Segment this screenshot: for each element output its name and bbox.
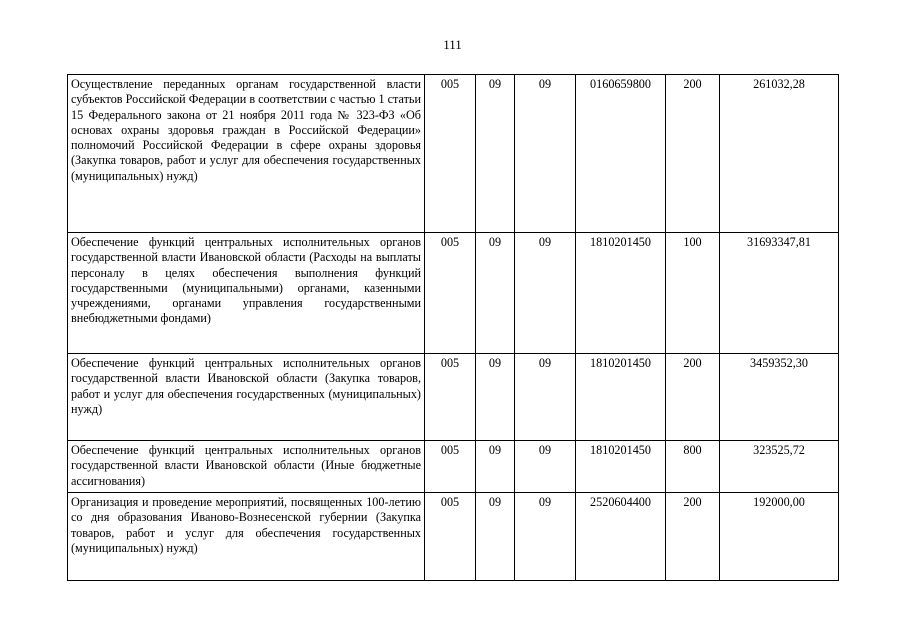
row-section-code: 09 (476, 493, 515, 581)
row-section-code: 09 (476, 354, 515, 441)
row-target-article-code: 0160659800 (576, 75, 666, 233)
row-expense-type-code: 200 (666, 493, 720, 581)
row-ved-code: 005 (425, 441, 476, 493)
row-amount: 192000,00 (720, 493, 839, 581)
table-row (68, 354, 839, 441)
row-target-article-code: 1810201450 (576, 354, 666, 441)
row-subsection-code: 09 (515, 354, 576, 441)
row-target-article-code: 2520604400 (576, 493, 666, 581)
row-subsection-code: 09 (515, 75, 576, 233)
table-row (68, 493, 839, 581)
row-description: Обеспечение функций центральных исполнительных органов государственной власти Ивановской области (Закупка товаров, работ и услуг для обеспечения государственных (муниципальных) нужд) (68, 354, 425, 441)
budget-table (67, 74, 839, 581)
row-amount: 323525,72 (720, 441, 839, 493)
row-subsection-code: 09 (515, 441, 576, 493)
row-ved-code: 005 (425, 354, 476, 441)
row-ved-code: 005 (425, 75, 476, 233)
row-section-code: 09 (476, 233, 515, 354)
row-expense-type-code: 200 (666, 75, 720, 233)
row-section-code: 09 (476, 441, 515, 493)
row-description: Организация и проведение мероприятий, посвященных 100-летию со дня образования Иваново-Вознесенской губернии (Закупка товаров, работ и услуг для обеспечения государственных (муниципальных) нужд) (68, 493, 425, 581)
row-expense-type-code: 800 (666, 441, 720, 493)
row-expense-type-code: 100 (666, 233, 720, 354)
row-expense-type-code: 200 (666, 354, 720, 441)
table-row (68, 441, 839, 493)
row-ved-code: 005 (425, 233, 476, 354)
row-subsection-code: 09 (515, 493, 576, 581)
row-description: Обеспечение функций центральных исполнительных органов государственной власти Ивановской области (Расходы на выплаты персоналу в целях обеспечения выполнения функций государственными (муниципальными) органами, казенными учреждениями, органами управления государственными внебюджетными фондами) (68, 233, 425, 354)
row-target-article-code: 1810201450 (576, 233, 666, 354)
table-row (68, 75, 839, 233)
row-description: Обеспечение функций центральных исполнительных органов государственной власти Ивановской области (Иные бюджетные ассигнования) (68, 441, 425, 493)
row-amount: 261032,28 (720, 75, 839, 233)
row-amount: 31693347,81 (720, 233, 839, 354)
row-target-article-code: 1810201450 (576, 441, 666, 493)
page-number: 111 (443, 37, 462, 52)
row-amount: 3459352,30 (720, 354, 839, 441)
table-row (68, 233, 839, 354)
row-ved-code: 005 (425, 493, 476, 581)
row-subsection-code: 09 (515, 233, 576, 354)
row-description: Осуществление переданных органам государственной власти субъектов Российской Федерации в соответствии с частью 1 статьи 15 Федерального закона от 21 ноября 2011 года № 323-ФЗ «Об основах охраны здоровья граждан в Российской Федерации» полномочий Российской Федерации в сфере охраны здоровья (Закупка товаров, работ и услуг для обеспечения государственных (муниципальных) нужд) (68, 75, 425, 233)
row-section-code: 09 (476, 75, 515, 233)
